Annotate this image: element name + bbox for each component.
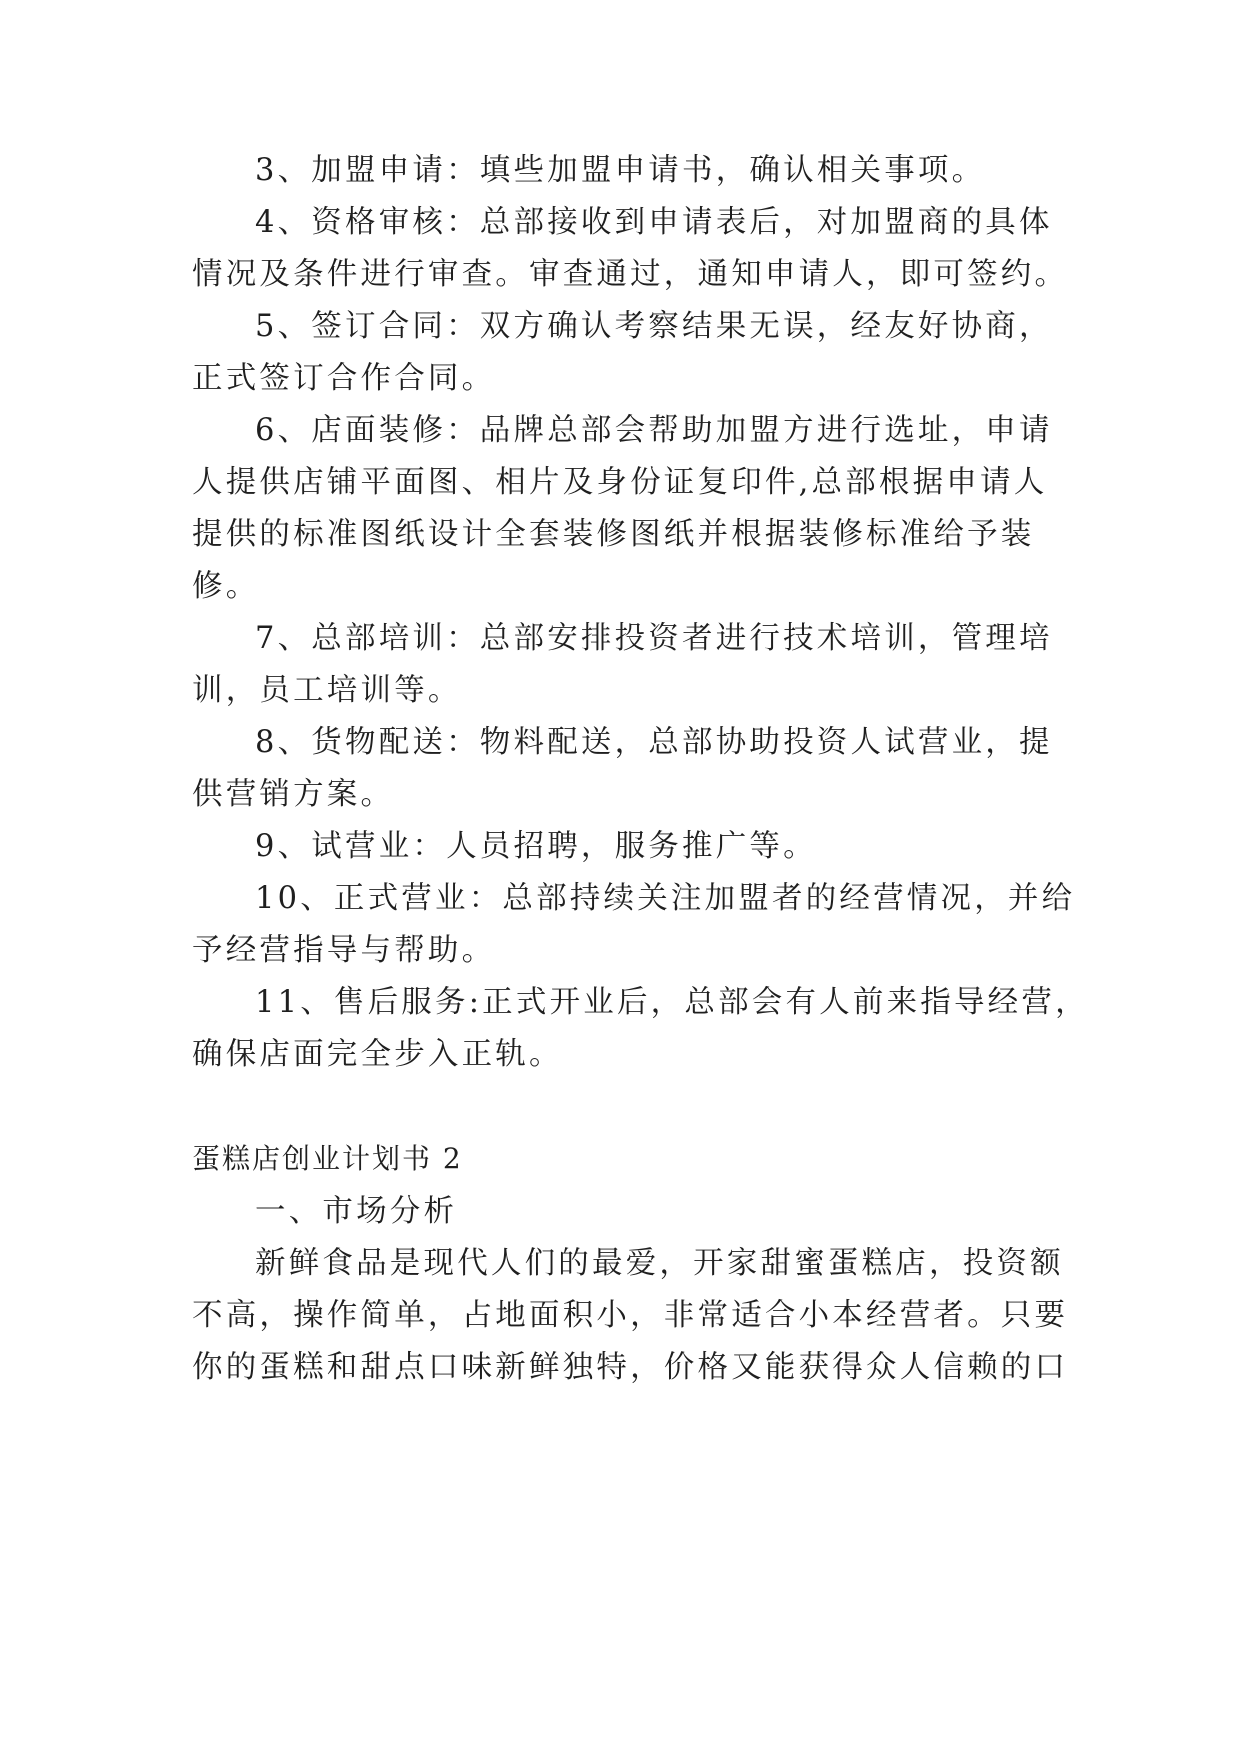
paragraph-line-step-8-cont: 供营销方案。 — [192, 777, 395, 812]
paragraph-line-market-2: 不高，操作简单，占地面积小，非常适合小本经营者。只要 — [192, 1298, 1069, 1333]
paragraph-line-step-8: 8、货物配送：物料配送，总部协助投资人试营业，提 — [255, 725, 1053, 760]
paragraph-line-step-10-cont: 予经营指导与帮助。 — [192, 933, 496, 968]
paragraph-line-step-6-cont3: 修。 — [192, 569, 260, 604]
subsection-heading: 一、市场分析 — [255, 1194, 458, 1229]
paragraph-line-step-6-cont2: 提供的标准图纸设计全套装修图纸并根据装修标准给予装 — [192, 517, 1035, 552]
paragraph-line-step-9: 9、试营业：人员招聘，服务推广等。 — [255, 829, 817, 864]
paragraph-line-step-4: 4、资格审核：总部接收到申请表后，对加盟商的具体 — [255, 205, 1053, 240]
paragraph-line-step-10: 10、正式营业：总部持续关注加盟者的经营情况，并给 — [255, 881, 1076, 916]
paragraph-line-step-4-cont: 情况及条件进行审查。审查通过，通知申请人，即可签约。 — [192, 257, 1069, 292]
paragraph-line-step-11-cont: 确保店面完全步入正轨。 — [192, 1037, 563, 1072]
paragraph-line-step-3: 3、加盟申请：填些加盟申请书，确认相关事项。 — [255, 153, 986, 188]
paragraph-line-step-6: 6、店面装修：品牌总部会帮助加盟方进行选址，申请 — [255, 413, 1053, 448]
paragraph-line-step-5: 5、签订合同：双方确认考察结果无误，经友好协商， — [255, 309, 1053, 344]
paragraph-line-step-7: 7、总部培训：总部安排投资者进行技术培训，管理培 — [255, 621, 1053, 656]
paragraph-line-step-7-cont: 训，员工培训等。 — [192, 673, 462, 708]
paragraph-line-step-6-cont1: 人提供店铺平面图、相片及身份证复印件,总部根据申请人 — [192, 465, 1048, 500]
paragraph-line-step-5-cont: 正式签订合作合同。 — [192, 361, 496, 396]
paragraph-line-market-1: 新鲜食品是现代人们的最爱，开家甜蜜蛋糕店，投资额 — [255, 1246, 1064, 1281]
paragraph-line-step-11: 11、售后服务:正式开业后，总部会有人前来指导经营， — [255, 985, 1089, 1020]
section-title: 蛋糕店创业计划书 2 — [192, 1142, 463, 1175]
paragraph-line-market-3: 你的蛋糕和甜点口味新鲜独特，价格又能获得众人信赖的口 — [192, 1350, 1069, 1385]
